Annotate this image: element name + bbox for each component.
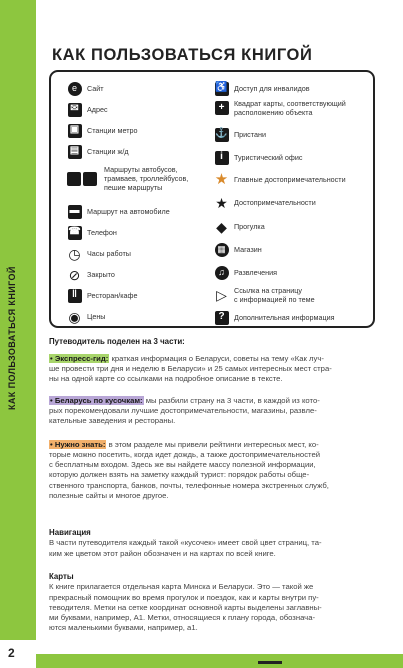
express-paragraph: • Экспресс-гид: краткая информация о Беларуси, советы на тему «Как луч- ше провести три дня и неделю в Беларуси» и 25 самых интересных мест стра- ны на одной карте со ссылками на подробное описание в тексте. bbox=[49, 354, 332, 384]
page-title: КАК ПОЛЬЗОВАТЬСЯ КНИГОЙ bbox=[52, 46, 313, 64]
bottom-strip bbox=[36, 654, 403, 668]
legend-item-prices: ◉ Цены bbox=[68, 308, 106, 325]
legend-item-restaurant: ‖ Ресторан/кафе bbox=[67, 288, 137, 303]
legend-item-bus-walk: Маршруты автобусов, трамваев, троллейбусов, пешие маршруты bbox=[67, 165, 188, 192]
legend-item-map-square: + Квадрат карты, соответствующий расположению объекта bbox=[214, 99, 346, 117]
phone-icon: ☎ bbox=[68, 226, 82, 240]
map-square-icon: + bbox=[215, 101, 229, 115]
shop-icon: ▦ bbox=[215, 243, 229, 257]
bottom-mark bbox=[258, 661, 282, 664]
legend-item-main-sights: ★ Главные достопримечательности bbox=[214, 171, 346, 188]
legend-item-entertainment: ♫ Развлечения bbox=[214, 265, 277, 280]
legend-item-shop: ▦ Магазин bbox=[214, 242, 262, 257]
legend-item-page-link: ▷ Ссылка на страницу с информацией по теме bbox=[216, 286, 315, 304]
main-sight-star-icon: ★ bbox=[214, 171, 229, 188]
tourist-office-icon: i bbox=[215, 151, 229, 165]
restaurant-icon: ‖ bbox=[68, 289, 82, 303]
closed-icon: ⊘ bbox=[68, 266, 81, 283]
metro-icon: ▣ bbox=[68, 124, 82, 138]
legend-box bbox=[49, 70, 375, 328]
accessibility-icon: ♿ bbox=[215, 82, 229, 96]
pieces-tag: • Беларусь по кусочкам: bbox=[50, 396, 143, 405]
page-link-icon: ▷ bbox=[216, 287, 227, 303]
legend-item-car: ▬ Маршрут на автомобиле bbox=[67, 204, 170, 219]
pier-icon: ⚓ bbox=[215, 128, 229, 142]
legend-item-metro: ▣ Станции метро bbox=[67, 123, 138, 138]
legend-item-clock: ◷ Часы работы bbox=[68, 245, 131, 262]
page-number-box bbox=[0, 640, 36, 668]
pieces-paragraph: • Беларусь по кусочкам: мы разбили страну на 3 части, в каждой из кото- рых порекомендовали лучшие достопримечательности, магазины, развле- кательные заведения и рестораны. bbox=[49, 396, 320, 426]
website-icon: e bbox=[68, 82, 82, 96]
legend-item-phone: ☎ Телефон bbox=[67, 225, 117, 240]
express-tag: • Экспресс-гид: bbox=[50, 354, 109, 363]
legend-item-closed: ⊘ Закрыто bbox=[68, 266, 115, 283]
side-bar bbox=[0, 0, 36, 668]
legend-item-website: e Сайт bbox=[67, 81, 104, 96]
legend-item-address: ✉ Адрес bbox=[67, 102, 108, 117]
walk-icon: ◆ bbox=[216, 218, 227, 235]
legend-item-walk: ◆ Прогулка bbox=[216, 218, 265, 235]
info-icon: ? bbox=[215, 311, 229, 325]
legend-item-accessibility: ♿ Доступ для инвалидов bbox=[214, 81, 310, 96]
address-icon: ✉ bbox=[68, 103, 82, 117]
side-label: КАК ПОЛЬЗОВАТЬСЯ КНИГОЙ bbox=[7, 266, 17, 410]
navigation-heading: Навигация bbox=[49, 528, 91, 537]
legend-item-info: ? Дополнительная информация bbox=[214, 310, 334, 325]
guide-section bbox=[49, 337, 185, 347]
car-icon: ▬ bbox=[68, 205, 82, 219]
bus-walk-icon bbox=[67, 171, 99, 186]
legend-item-pier: ⚓ Пристани bbox=[214, 127, 266, 142]
railway-icon: ▤ bbox=[68, 145, 82, 159]
clock-icon: ◷ bbox=[68, 245, 81, 262]
maps-section: Карты К книге прилагается отдельная карта Минска и Беларуси. Это — такой же прекрасный помощник во время прогулок и поездок, как и карты внутри пу- теводителя. Метки на сетке координат основной карты выделены заглавны- ми буквами, например, А1. Метки, относящиеся к плану города, обознача- ются маленькими буквами, например, а1. bbox=[49, 572, 322, 633]
legend-item-tourist-office: i Туристический офис bbox=[214, 150, 302, 165]
guide-heading: Путеводитель поделен на 3 части: bbox=[49, 337, 185, 346]
legend-item-railway: ▤ Станции ж/д bbox=[67, 144, 129, 159]
sight-star-icon: ★ bbox=[215, 194, 228, 211]
know-tag: • Нужно знать: bbox=[50, 440, 106, 449]
know-paragraph: • Нужно знать: в этом разделе мы привели рейтинги интересных мест, ко- торые можно посетить, когда идет дождь, а также достопримечательностей с бесплатным входом. Здесь же вы найдете массу полезной информации, которую должен взять на заметку каждый турист: порядок работы обще- ственного транспорта, банков, почты, телефонные номера экстренных служб, полезные сайты и многое другое. bbox=[49, 440, 329, 500]
prices-icon: ◉ bbox=[68, 308, 81, 325]
page-number: 2 bbox=[8, 646, 15, 660]
navigation-section: Навигация В части путеводителя каждый такой «кусочек» имеет свой цвет страниц, та- ким же цветом этот район обозначен и на картах по всей книге. bbox=[49, 528, 322, 558]
entertainment-icon: ♫ bbox=[215, 266, 229, 280]
legend-item-sights: ★ Достопримечательности bbox=[215, 194, 316, 211]
maps-heading: Карты bbox=[49, 572, 74, 581]
